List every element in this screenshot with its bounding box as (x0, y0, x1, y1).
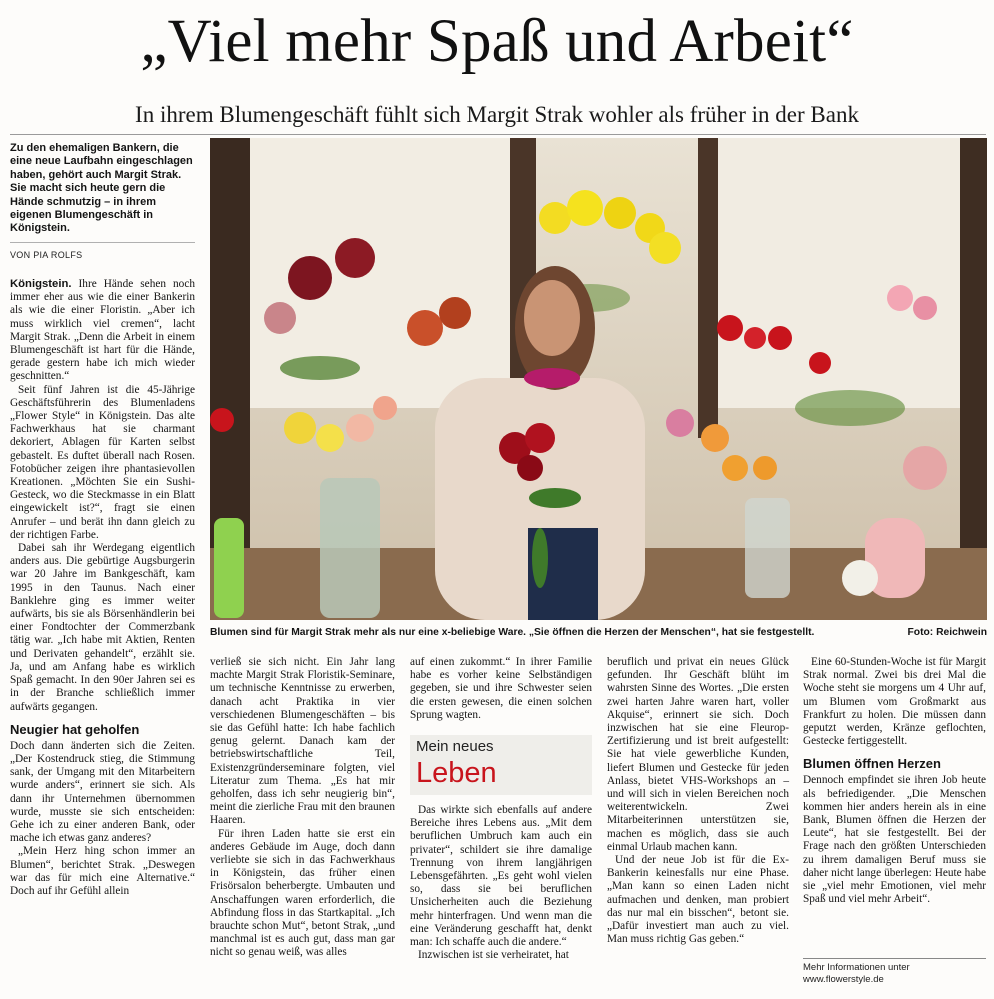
column-1 (10, 278, 195, 898)
paragraph: Für ihren Laden hatte sie erst ein anderes Gebäude im Auge, doch dann verliebte sie sich in das Fachwerkhaus in Königstein, das früher einen Frisörsalon beherbergte. Umbauten und Anschaffungen waren erforderlich, die Abfindung floss in das Startkapital. „Ich brauchte schon Mut“, betont Strak, „und manchmal ist es auch gut, dass man gar nicht so genau weiß, was alles (210, 827, 395, 959)
info-rule (803, 958, 986, 959)
paragraph: Seit fünf Jahren ist die 45-Jährige Geschäftsführerin des Blumenladens „Flower Style“ in Königstein. Das alte Fachwerkhaus hat sie charmant dekoriert, Ablagen für Karten selbst gebastelt. Es duftet überall nach Rosen. Fotobücher zeigen ihre phantasievollen Kreationen. „Möchten Sie ein Sushi-Gesteck, wo die Steckmasse in ein Blatt eingewickelt ist?“, fragt sie einen Anrufer – und berät ihn dann gleich zu der richtigen Farbe. (10, 383, 195, 541)
teaser-small-text: Mein neues (416, 738, 494, 755)
lead-text: Zu den ehemaligen Bankern, die eine neue Laufbahn eingeschlagen haben, gehört auch Margit Strak. Sie macht sich heute gern die Hände schmutzig – in ihrem eigenen Blumengeschäft in Königstein. (10, 142, 193, 235)
subheading: Neugier hat geholfen (10, 721, 140, 737)
dateline: Königstein. (10, 278, 72, 290)
column-2 (210, 656, 395, 960)
column-5 (803, 656, 986, 906)
paragraph: Inzwischen ist sie verheiratet, hat (418, 949, 569, 962)
paragraph: verließ sie sich nicht. Ein Jahr lang machte Margit Strak Floristik-Seminare, um technische Kenntnisse zu erwerben, danach acht Praktika in vier verschiedenen Blumengeschäften – bis sie das Gefühl hatte: Ich habe fachlich genug gelernt. Danach kam der betriebswirtschaftliche Teil, Existenzgründerseminare folgten, viel Literatur zum Thema. „Es hat mir geholfen, dass ich sehr neugierig bin“, meint die zierliche Frau mit den braunen Haaren. (210, 656, 395, 827)
paragraph: „Mein Herz hing schon immer an Blumen“, berichtet Strak. „Deswegen war das für mich eine Alternative.“ Doch auf ihr Gefühl allein (10, 845, 195, 897)
byline-rule (10, 242, 195, 243)
column-4 (607, 656, 789, 946)
paragraph: Und der neue Job ist für die Ex-Bankerin keinesfalls nur eine Phase. „Man kann so einen Laden nicht aufmachen und denken, man probiert das nur mal ein bisschen“, betont sie. „Dafür investiert man auch zu viel. Man muss richtig Gas geben.“ (607, 854, 789, 946)
paragraph-text: Ihre Hände sehen noch immer eher aus wie die einer Bankerin als wie die einer Floristin. „Aber ich muss wirklich viel cremen“, lacht Margit Strak. „Denn die Arbeit in einem Blumengeschäft ist hart für die Hände, gerade gestern habe ich mich wieder geschnitten.“ (10, 278, 195, 383)
article-photo (210, 138, 987, 620)
headline: „Viel mehr Spaß und Arbeit“ (140, 8, 854, 75)
paragraph: Eine 60-Stunden-Woche ist für Margit Strak normal. Zwei bis drei Mal die Woche steht sie morgens um 4 Uhr auf, um Blumen vom Großmarkt aus Frankfurt zu holen. Die müssen dann geputzt werden, Kränze geflochten, Gestecke fertiggestellt. (803, 656, 986, 748)
caption-text: Blumen sind für Margit Strak mehr als nur eine x-beliebige Ware. „Sie öffnen die Herzen der Menschen“, hat sie festgestellt. (210, 627, 815, 638)
florist-photo-illustration (210, 138, 987, 620)
paragraph: Doch dann änderten sich die Zeiten. „Der Kostendruck stieg, die Stimmung sank, der Umgang mit den Mitarbeitern wurde anders“, erinnert sie sich. Als dann ihr Unternehmen übernommen wurde, musste sie sich entscheiden: Gehe ich zu einer anderen Bank, oder mache ich etwas ganz anderes? (10, 739, 195, 845)
paragraph: Das wirkte sich ebenfalls auf andere Bereiche ihres Lebens aus. „Mit dem beruflichen Umbruch kam auch ein privater“, schildert sie ihre damalige Trennung von ihrem langjährigen Lebensgefährten. „Es geht wohl vielen so, dass sie bei beruflichen Unsicherheiten auch die Beziehung mehr hinterfragen. Und wenn man die eine Veränderung geschafft hat, denkt man: Ich schaffe auch die andere.“ (410, 804, 592, 949)
subheading: Blumen öffnen Herzen (803, 756, 941, 772)
paragraph: Dabei sah ihr Werdegang eigentlich anders aus. Die gebürtige Augsburgerin war 20 Jahre im Bankgeschäft, kam 1995 in den Taunus. Nach einer Banklehre ging es immer weiter aufwärts, bis sie als Börsenhändlerin bei einer Fondtochter der Commerzbank tätig war. „Ich habe mit Aktien, Renten und Derivaten gehandelt“, erzählt sie. Ja, und am Anfang habe es wirklich Spaß gemacht. In den 90er Jahren sei es in der Branche schließlich immer aufwärts gegangen. (10, 542, 195, 713)
photo-credit: Foto: Reichwein (907, 627, 987, 638)
series-teaser-box (410, 735, 592, 795)
more-info-text: Mehr Informationen unter (803, 962, 910, 973)
paragraph: auf einen zukommt.“ In ihrer Familie habe es vorher keine Selbständigen gegeben, sie und ihre Schwester seien die ersten gewesen, die einen solchen Sprung wagten. (410, 656, 592, 721)
paragraph: beruflich und privat ein neues Glück gefunden. Ihr Geschäft blüht im wahrsten Sinne des Wortes. „Die ersten zwei harten Jahre waren hart, voller Akquise“, erinnert sie sich. Doch inzwischen hat sie eine Fleurop-Zertifizierung und ist breit aufgestellt: Sie hat viele gewerbliche Kunden, liefert Blumen und Gestecke für jeden Anlass, bietet VHS-Workshops an – und will sich in vielen Bereichen noch weiterentwickeln. Zwei Mitarbeiterinnen unterstützen sie, machen es möglich, dass sie auch einmal Urlaub machen kann. (607, 656, 789, 853)
column-3 (410, 656, 592, 722)
website-link[interactable]: www.flowerstyle.de (803, 973, 884, 985)
column-3-continued (410, 804, 592, 962)
teaser-big-text: Leben (416, 757, 497, 789)
paragraph: Dennoch empfindet sie ihren Job heute als befriedigender. „Die Menschen kommen hier anders herein als in eine Bank, Blumen öffnen die Herzen der Leute“, hat sie festgestellt. Bei der Frage nach den größten Unterschieden zu ihrem damaligen Beruf muss sie daher nicht lange überlegen: Heute habe sie „viel mehr Emotionen, viel mehr Spaß und viel mehr Arbeit“. (803, 774, 986, 906)
photo-caption (210, 626, 987, 639)
byline: VON PIA ROLFS (10, 250, 83, 260)
more-info (803, 962, 986, 985)
top-rule (10, 134, 986, 135)
paragraph (10, 278, 195, 384)
subheadline: In ihrem Blumengeschäft fühlt sich Margit Strak wohler als früher in der Bank (135, 102, 859, 127)
